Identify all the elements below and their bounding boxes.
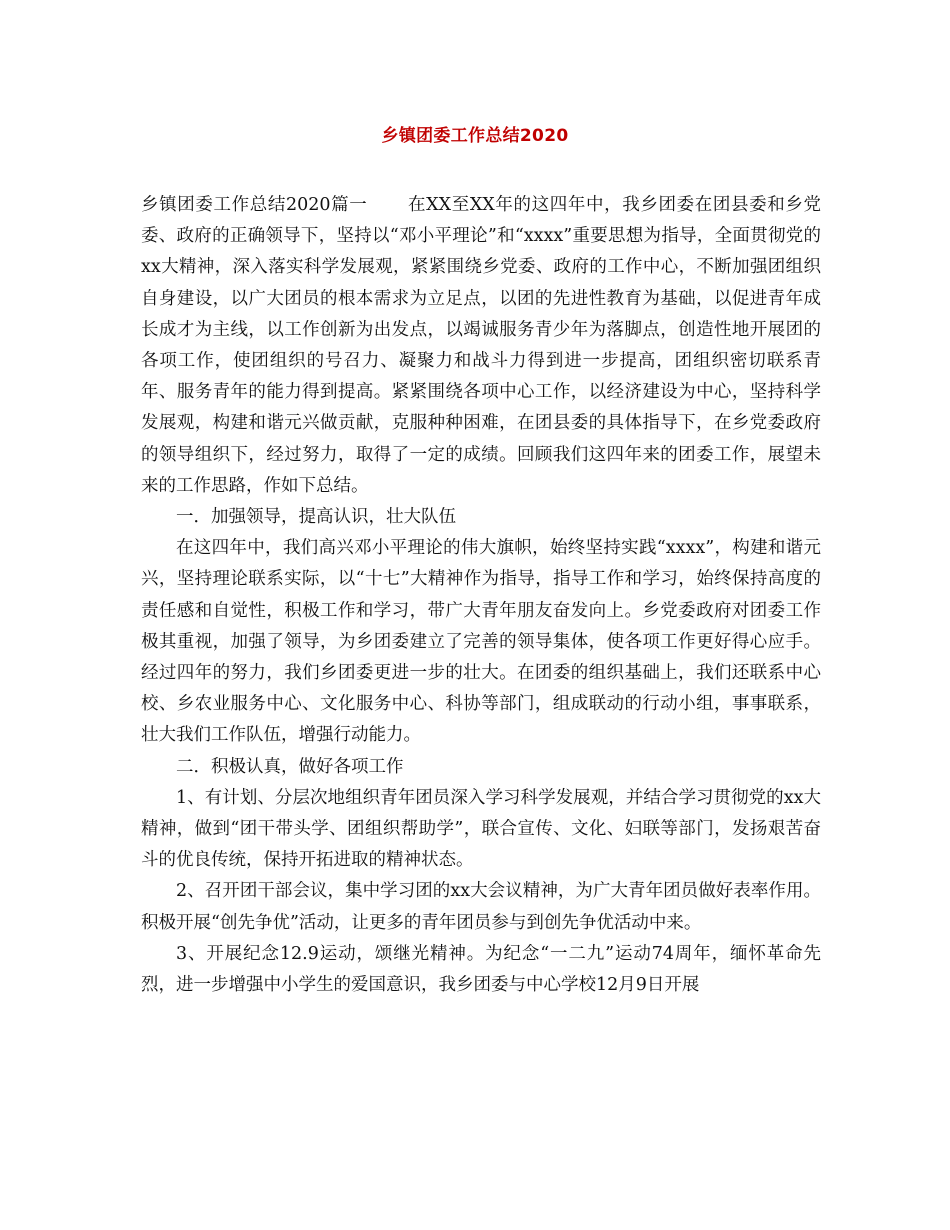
intro-paragraph [141, 190, 821, 502]
section-heading-1: 一．加强领导，提高认识，壮大队伍 [176, 507, 456, 528]
paragraph: 在这四年中，我们高兴邓小平理论的伟大旗帜，始终坚持实践“xxxx”，构建和谐元兴，坚持理论联系实际，以“十七”大精神作为指导，指导工作和学习，始终保持高度的责任感和自觉性，积极工作和学习，带广大青年朋友奋发向上。乡党委政府对团委工作极其重视，加强了领导，为乡团委建立了完善的领导集体，使各项工作更好得心应手。经过四年的努力，我们乡团委更进一步的壮大。在团委的组织基础上，我们还联系中心校、乡农业服务中心、文化服务中心、科协等部门，组成联动的行动小组，事事联系，壮大我们工作队伍，增强行动能力。 [141, 538, 821, 746]
section-heading-2: 二．积极认真，做好各项工作 [176, 756, 404, 777]
paragraph-text: 在XX至XX年的这四年中，我乡团委在团县委和乡党委、政府的正确领导下，坚持以“邓小平理论”和“xxxx”重要思想为指导，全面贯彻党的xx大精神，深入落实科学发展观，紧紧围绕乡党委、政府的工作中心，不断加强团组织自身建设，以广大团员的根本需求为立足点，以团的先进性教育为基础，以促进青年成长成才为主线，以工作创新为出发点，以竭诚服务青少年为落脚点，创造性地开展团的各项工作，使团组织的号召力、凝聚力和战斗力得到进一步提高，团组织密切联系青年、服务青年的能力得到提高。紧紧围绕各项中心工作，以经济建设为中心，坚持科学发展观，构建和谐元兴做贡献，克服种种困难，在团县委的具体指导下，在乡党委政府的领导组织下，经过努力，取得了一定的成绩。回顾我们这四年来的团委工作，展望未来的工作思路，作如下总结。 [141, 195, 821, 496]
document-body [141, 190, 821, 1001]
paragraph: 3、开展纪念12.9运动，颂继光精神。为纪念“一二九”运动74周年，缅怀革命先烈，进一步增强中小学生的爱国意识，我乡团委与中心学校12月9日开展 [141, 943, 821, 996]
paragraph: 2、召开团干部会议，集中学习团的xx大会议精神，为广大青年团员做好表率作用。积极开展“创先争优”活动，让更多的青年团员参与到创先争优活动中来。 [141, 881, 821, 933]
paragraph: 1、有计划、分层次地组织青年团员深入学习科学发展观，并结合学习贯彻党的xx大精神，做到“团干带头学、团组织帮助学”，联合宣传、文化、妇联等部门，发扬艰苦奋斗的优良传统，保持开拓进取的精神状态。 [141, 787, 821, 871]
intro-label: 乡镇团委工作总结2020篇一 [141, 195, 368, 215]
document-title: 乡镇团委工作总结2020 [381, 126, 569, 146]
